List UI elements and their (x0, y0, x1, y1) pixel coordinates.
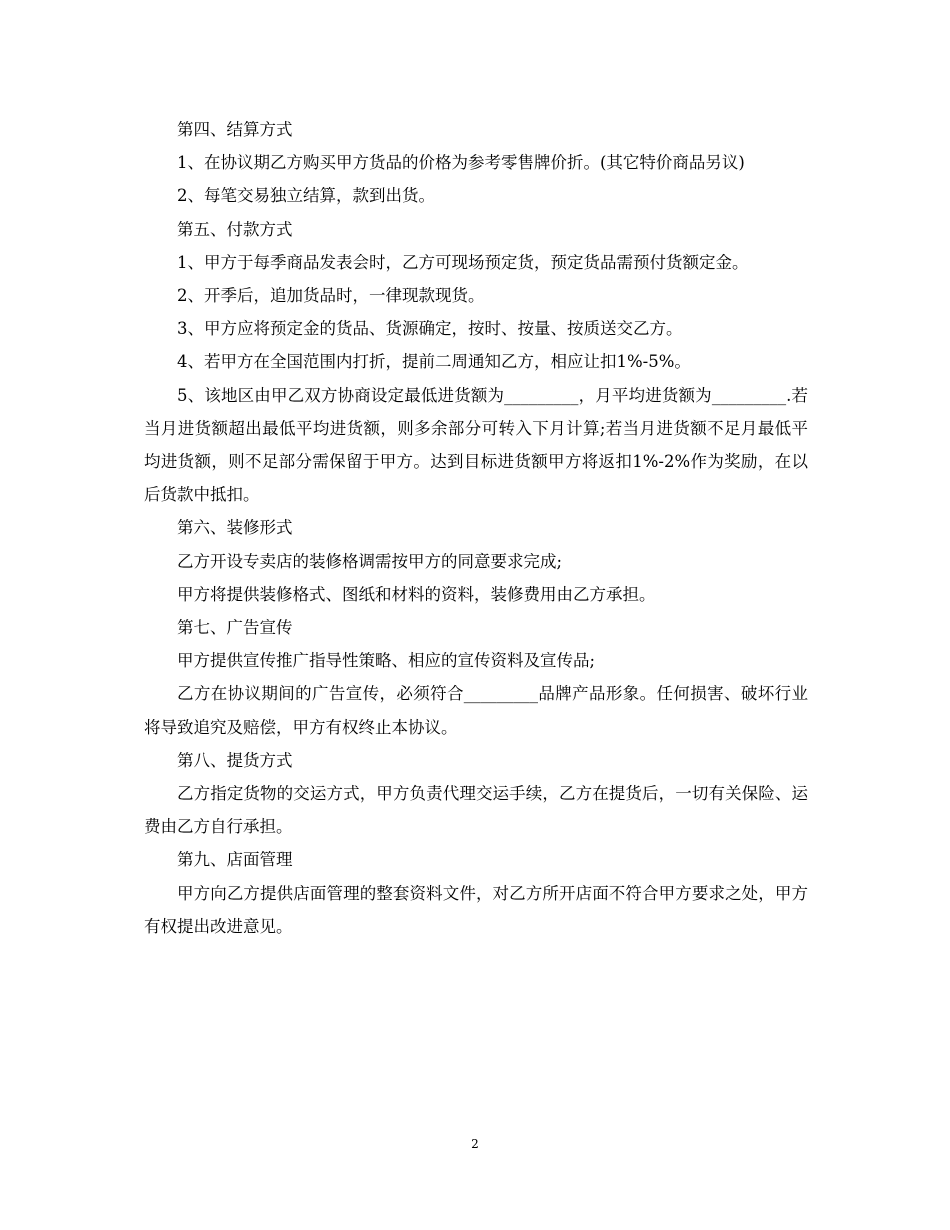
page-number: 2 (471, 1137, 479, 1151)
payment-clause-4: 4、若甲方在全国范围内打折，提前二周通知乙方，相应让扣1%-5%。 (177, 352, 691, 372)
section-heading-delivery: 第八、提货方式 (177, 750, 293, 770)
section-heading-store-management: 第九、店面管理 (177, 850, 293, 870)
section-heading-settlement: 第四、结算方式 (177, 120, 293, 139)
payment-clause-1: 1、甲方于每季商品发表会时，乙方可现场预定货，预定货品需预付货额定金。 (177, 252, 749, 272)
advertising-clause-2: 乙方在协议期间的广告宣传，必须符合_________品牌产品形象。任何损害、破坏行业将导致追究及赔偿，甲方有权终止本协议。 (144, 684, 808, 737)
settlement-clause-2: 2、每笔交易独立结算，款到出货。 (177, 186, 435, 206)
settlement-clause-1: 1、在协议期乙方购买甲方货品的价格为参考零售牌价折。(其它特价商品另议) (177, 153, 745, 173)
payment-clause-3: 3、甲方应将预定金的货品、货源确定，按时、按量、按质送交乙方。 (177, 319, 683, 339)
section-heading-advertising: 第七、广告宣传 (177, 618, 293, 638)
document-body (144, 113, 808, 943)
advertising-clause-1: 甲方提供宣传推广指导性策略、相应的宣传资料及宣传品; (177, 651, 596, 671)
store-management-clause-1: 甲方向乙方提供店面管理的整套资料文件，对乙方所开店面不符合甲方要求之处，甲方有权提出改进意见。 (144, 883, 808, 936)
payment-clause-5: 5、该地区由甲乙双方协商设定最低进货额为_________，月平均进货额为_________.若当月进货额超出最低平均进货额，则多余部分可转入下月计算;若当月进货额不足月最低平均进货额，则不足部分需保留于甲方。达到目标进货额甲方将返扣1%-2%作为奖励，在以后货款中抵扣。 (144, 385, 808, 505)
section-heading-decoration: 第六、装修形式 (177, 518, 293, 538)
section-heading-payment: 第五、付款方式 (177, 219, 293, 239)
payment-clause-2: 2、开季后，追加货品时，一律现款现货。 (177, 286, 485, 306)
decoration-clause-1: 乙方开设专卖店的装修格调需按甲方的同意要求完成; (177, 551, 563, 571)
decoration-clause-2: 甲方将提供装修格式、图纸和材料的资料，装修费用由乙方承担。 (177, 584, 656, 604)
delivery-clause-1: 乙方指定货物的交运方式，甲方负责代理交运手续，乙方在提货后，一切有关保险、运费由乙方自行承担。 (144, 784, 808, 837)
